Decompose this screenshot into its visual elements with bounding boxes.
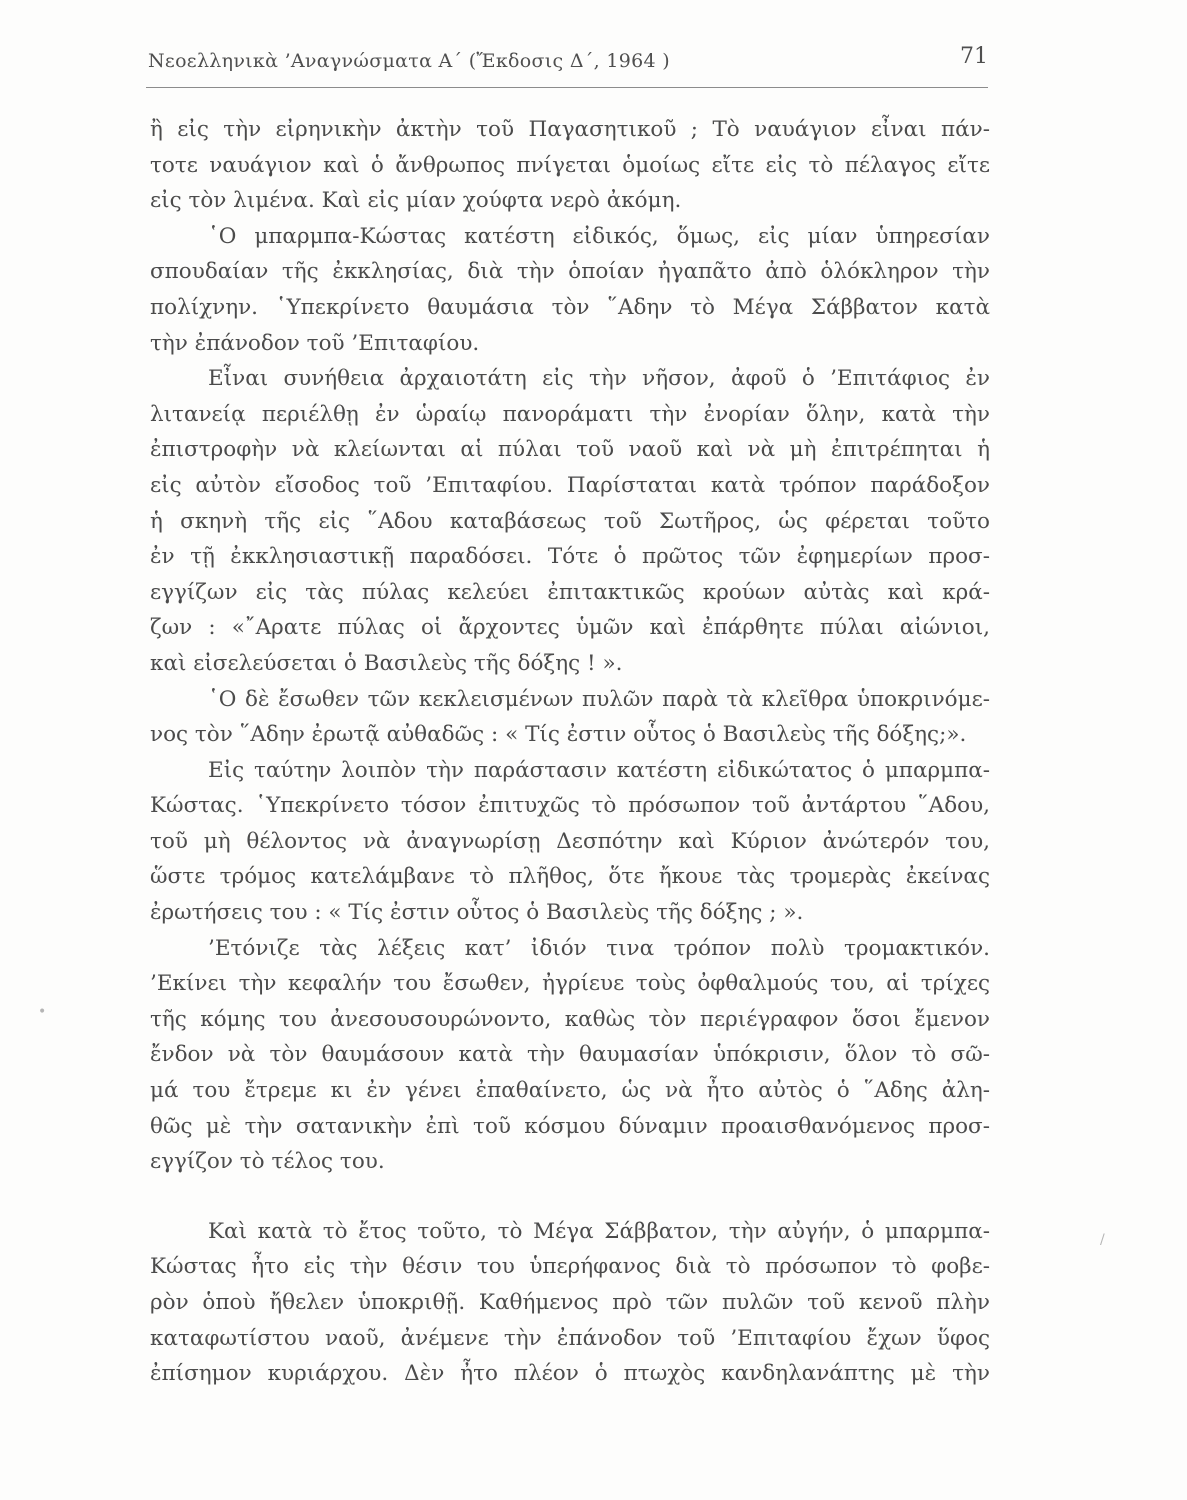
text-line: ’Ετόνιζε τὰς λέξεις κατ’ ἰδιόν τινα τρόπον πολὺ τρομακτικόν. [208,935,990,961]
text-line: ῾Ο δὲ ἔσωθεν τῶν κεκλεισμένων πυλῶν παρὰ τὰ κλεῖθρα ὑποκρινόμε- [208,686,990,712]
text-line: ῾Ο μπαρμπα-Κώστας κατέστη εἰδικός, ὅμως, εἰς μίαν ὑπηρεσίαν [208,223,990,249]
text-line: ὥστε τρόμος κατελάμβανε τὸ πλῆθος, ὅτε ἤκουε τὰς τρομερὰς ἐκείνας [150,864,990,890]
text-line: ἢ εἰς τὴν εἰρηνικὴν ἀκτὴν τοῦ Παγασητικοῦ ; Τὸ ναυάγιον εἶναι πάν- [150,117,990,142]
text-line: καταφωτίστου ναοῦ, ἀνέμενε τὴν ἐπάνοδον τοῦ ’Επιταφίου ἔχων ὕφος [150,1325,990,1351]
text-section-continued [150,1214,990,1392]
text-line: λιτανείᾳ περιέλθῃ ἐν ὡραίῳ πανοράματι τὴν ἐνορίαν ὅλην, κατὰ τὴν [150,401,990,427]
body-text [150,112,990,1392]
text-line: τῆς κόμης του ἀνεσουσουρώνοντο, καθὼς τὸν περιέγραφον ὅσοι ἔμενον [150,1006,990,1032]
text-line: σπουδαίαν τῆς ἐκκλησίας, διὰ τὴν ὁποίαν ἠγαπᾶτο ἀπὸ ὁλόκληρον τὴν [150,259,990,285]
text-line: Κώστας. ῾Υπεκρίνετο τόσον ἐπιτυχῶς τὸ πρόσωπον τοῦ ἀντάρτου ῞Αδου, [150,793,990,819]
text-line: τὴν ἐπάνοδον τοῦ ’Επιταφίου. [150,330,480,356]
header-title: Νεοελληνικὰ ’Αναγνώσματα Α΄ (Ἔκδοσις Δ΄, 1964 ) [148,50,670,72]
header-rule [146,87,988,88]
text-line: πολίχνην. ῾Υπεκρίνετο θαυμάσια τὸν ῞Αδην τὸ Μέγα Σάββατον κατὰ [150,294,990,320]
text-line: ἐπιστροφὴν νὰ κλείωνται αἱ πύλαι τοῦ ναοῦ καὶ νὰ μὴ ἐπιτρέπηται ἡ [150,437,990,463]
text-line: ἔνδον νὰ τὸν θαυμάσουν κατὰ τὴν θαυμασίαν ὑπόκρισιν, ὅλον τὸ σῶ- [150,1042,990,1068]
text-line: μά του ἔτρεμε κι ἐν γένει ἐπαθαίνετο, ὡς νὰ ἦτο αὐτὸς ὁ ῞Αδης ἀλη- [150,1078,990,1104]
text-line: νος τὸν ῞Αδην ἐρωτᾷ αὐθαδῶς : « Τίς ἐστιν οὗτος ὁ Βασιλεὺς τῆς δόξης;». [150,722,967,748]
text-line: θῶς μὲ τὴν σατανικὴν ἐπὶ τοῦ κόσμου δύναμιν προαισθανόμενος προσ- [150,1113,990,1139]
text-line: ἐν τῇ ἐκκλησιαστικῇ παραδόσει. Τότε ὁ πρῶτος τῶν ἐφημερίων προσ- [150,544,990,570]
text-line: ἐρωτήσεις του : « Τίς ἐστιν οὗτος ὁ Βασιλεὺς τῆς δόξης ; ». [150,900,804,926]
text-line: Κώστας ἦτο εἰς τὴν θέσιν του ὑπερήφανος διὰ τὸ πρόσωπον τὸ φοβε- [150,1254,990,1280]
text-line: ἐπίσημον κυριάρχου. Δὲν ἦτο πλέον ὁ πτωχὸς κανδηλανάπτης μὲ τὴν [150,1361,990,1387]
margin-stroke: / [1100,1232,1105,1248]
text-line: ’Εκίνει τὴν κεφαλήν του ἔσωθεν, ἠγρίευε τοὺς ὀφθαλμούς του, αἱ τρίχες [150,971,990,997]
text-line: Εἶναι συνήθεια ἀρχαιοτάτη εἰς τὴν νῆσον, ἀφοῦ ὁ ’Επιτάφιος ἐν [208,366,990,392]
text-line: εγγίζον τὸ τέλος του. [150,1149,385,1175]
margin-dot: • [38,1004,47,1020]
page-number: 71 [960,44,988,69]
text-line: ἡ σκηνὴ τῆς εἰς ῞Αδου καταβάσεως τοῦ Σωτῆρος, ὡς φέρεται τοῦτο [150,508,990,534]
section-break [150,1180,990,1214]
running-header [148,44,988,84]
text-line: Εἰς ταύτην λοιπὸν τὴν παράστασιν κατέστη εἰδικώτατος ὁ μπαρμπα- [208,757,990,783]
text-line: καὶ εἰσελεύσεται ὁ Βασιλεὺς τῆς δόξης ! ». [150,650,623,676]
text-line: τοτε ναυάγιον καὶ ὁ ἄνθρωπος πνίγεται ὁμοίως εἴτε εἰς τὸ πέλαγος εἴτε [150,152,990,178]
text-line: Καὶ κατὰ τὸ ἔτος τοῦτο, τὸ Μέγα Σάββατον, τὴν αὐγήν, ὁ μπαρμπα- [208,1218,990,1244]
text-section-main [150,112,990,1180]
text-line: εγγίζων εἰς τὰς πύλας κελεύει ἐπιτακτικῶς κρούων αὐτὰς καὶ κρά- [150,579,990,605]
text-line: εἰς τὸν λιμένα. Καὶ εἰς μίαν χούφτα νερὸ ἀκόμη. [150,188,682,214]
text-line: ρὸν ὁποὺ ἤθελεν ὑποκριθῇ. Καθήμενος πρὸ τῶν πυλῶν τοῦ κενοῦ πλὴν [150,1290,990,1315]
text-line: ζων : «῎Αρατε πύλας οἱ ἄρχοντες ὑμῶν καὶ ἐπάρθητε πύλαι αἰώνιοι, [150,615,990,641]
text-line: εἰς αὐτὸν εἴσοδος τοῦ ’Επιταφίου. Παρίσταται κατὰ τρόπον παράδοξον [150,472,990,498]
text-line: τοῦ μὴ θέλοντος νὰ ἀναγνωρίσῃ Δεσπότην καὶ Κύριον ἀνώτερόν του, [150,828,990,854]
